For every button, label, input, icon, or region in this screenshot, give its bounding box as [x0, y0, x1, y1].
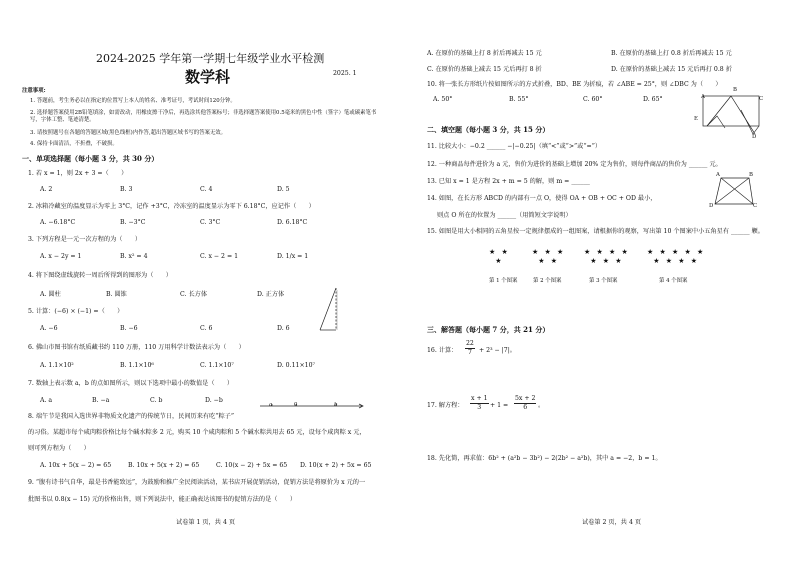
star-pattern-2: ★ ★ ★ ★ ★ — [532, 248, 566, 265]
q1-opt-a[interactable]: A. 2 — [40, 186, 53, 193]
footer-left: 试卷第 1 页，共 4 页 — [176, 519, 236, 526]
q17-den2: 6 — [523, 404, 528, 411]
folding-figure — [697, 90, 767, 142]
notice-item-1: 1. 答题前，考生务必以在指定的位置写上本人的姓名、准考证号，考试时间120分钟。 — [30, 98, 236, 104]
q8-opt-a[interactable]: A. 10x + 5(x − 2) = 65 — [40, 462, 112, 469]
q1-opt-c[interactable]: C. 4 — [200, 186, 213, 193]
q8-opt-c[interactable]: C. 10(x − 2) + 5x = 65 — [216, 462, 288, 469]
q4-opt-a[interactable]: A. 圆柱 — [40, 291, 61, 298]
q6-opt-b[interactable]: B. 1.1×10⁶ — [120, 362, 154, 369]
notice-item-4: 4. 保持卡面清洁，不折叠，不破损。 — [30, 141, 118, 147]
q2-opt-d[interactable]: D. 6.18°C — [277, 219, 308, 226]
q5-opt-c[interactable]: C. 6 — [200, 325, 213, 332]
q2-opt-a[interactable]: A. −6.18°C — [40, 219, 76, 226]
caption-4: 第 4 个图案 — [659, 278, 688, 284]
q5-stem: 5. 计算：(−6) × (−1) =（ ） — [28, 308, 124, 315]
star-pattern-1: ★ ★ ★ — [489, 248, 510, 265]
q3-opt-b[interactable]: B. x² = 4 — [120, 253, 148, 260]
q14-line1: 14. 如图，在长方形 ABCD 的内部有一点 O，使得 OA + OB + OC + OD 最小， — [427, 195, 657, 202]
caption-3: 第 3 个图案 — [589, 278, 618, 284]
q10-opt-d[interactable]: D. 65° — [643, 96, 663, 103]
q9-line2: 批图书以 0.8(x − 15) 元的价格出售，则下列说法中，能正确表达该图书的促销方法的是（ ） — [28, 496, 297, 503]
q7-stem: 7. 数轴上表示数 a，b 的点如图所示，则以下选项中最小的数值是（ ） — [28, 380, 234, 387]
q3-opt-d[interactable]: D. 1/x = 1 — [277, 253, 309, 260]
q16-den: 7 — [467, 349, 472, 356]
q17-fraction-1 — [470, 395, 489, 412]
notice-heading: 注意事项: — [22, 88, 46, 94]
q9-opt-b[interactable]: B. 在原价的基础上打 0.8 折后再减去 15 元 — [611, 50, 732, 57]
section1-heading: 一、单项选择题（每小题 3 分，共 30 分） — [22, 154, 159, 163]
q4-stem: 4. 将下图绕虚线旋转一周后所得到的图形为（ ） — [28, 272, 172, 279]
q13-text: 13. 已知 x = 1 是方程 2x + m = 5 的解，则 m = ______ — [427, 178, 590, 185]
q3-opt-a[interactable]: A. x − 2y = 1 — [40, 253, 82, 260]
q4-opt-d[interactable]: D. 正方体 — [257, 291, 285, 298]
q16-fraction — [465, 340, 475, 357]
q17-mid: + 1 = — [490, 402, 509, 409]
q11-text: 11. 比较大小：−0.2 ______ −|−0.25|（填“<”或“>”或“=”） — [427, 143, 602, 150]
q7-opt-d[interactable]: D. −b — [205, 397, 223, 404]
fig10-label-e: E — [694, 116, 698, 122]
fig10-label-c: C — [759, 96, 764, 102]
exam-title: 2024-2025 学年第一学期七年级学业水平检测 — [96, 52, 325, 65]
q12-text: 12. 一种商品每件进价为 a 元，售价为进价的基础上增加 20% 定为售价，则每件商品的售价为 ______ 元。 — [427, 161, 722, 168]
q2-stem: 2. 冰箱冷藏室的温度显示为零上 3°C，记作 +3°C，冷冻室的温度显示为零下 6.18°C，应记作（ ） — [28, 203, 315, 210]
q5-opt-b[interactable]: B. −6 — [120, 325, 138, 332]
q16-label: 16. 计算： — [427, 347, 458, 354]
q8-opt-d[interactable]: D. 10(x + 2) + 5x = 65 — [300, 462, 372, 469]
exam-date: 2025. 1 — [333, 70, 357, 77]
axis-label-a: a — [269, 402, 273, 408]
q17-label: 17. 解方程： — [427, 402, 464, 409]
star-pattern-3: ★ ★ ★ ★ ★ ★ ★ — [584, 248, 630, 265]
q5-opt-d[interactable]: D. 6 — [277, 325, 290, 332]
footer-right: 试卷第 2 页，共 4 页 — [582, 519, 642, 526]
number-line — [258, 398, 368, 416]
axis-label-0: 0 — [294, 402, 298, 408]
q16-rest: + 2³ − |7|。 — [479, 347, 516, 354]
q16-num: 22 — [466, 340, 474, 347]
q6-opt-a[interactable]: A. 1.1×10² — [40, 362, 74, 369]
star-pattern-4: ★ ★ ★ ★ ★ ★ ★ ★ ★ — [647, 248, 706, 265]
fig14-label-c: C — [753, 203, 758, 209]
triangle-figure — [318, 284, 348, 334]
q3-stem: 3. 下列方程是一元一次方程的为（ ） — [28, 236, 142, 243]
notice-item-3: 3. 请按照题号在各题的答题区域(黑色线框)内作答,超出答题区域书写的答案无效。 — [30, 130, 227, 136]
fig14-label-b: B — [749, 172, 753, 178]
caption-1: 第 1 个图案 — [489, 278, 518, 284]
q17-num1: x + 1 — [471, 395, 488, 402]
q15-text: 15. 如图是用大小相同的五角星按一定规律摆成的一组图案，请根据你的观察，写出第 10 个图案中小五角星有 ______ 颗。 — [427, 228, 764, 235]
q6-opt-d[interactable]: D. 0.11×10⁷ — [277, 362, 315, 369]
q1-stem: 1. 若 x = 1，则 2x + 3 =（ ） — [28, 170, 128, 177]
q7-opt-c[interactable]: C. b — [150, 397, 163, 404]
q14-line2: 则点 O 所在的位置为 ______（用简短文字说明） — [437, 212, 572, 219]
q9-line1: 9. “腹有诗书气自华，最是书香能致远”，为鼓励和推广全民阅读活动，某书店开展促销活动，促销方法是将原价为 x 元的一 — [28, 479, 366, 486]
q9-opt-a[interactable]: A. 在原价的基础上打 8 折后再减去 15 元 — [427, 50, 542, 57]
q7-opt-a[interactable]: A. a — [40, 397, 53, 404]
q10-opt-b[interactable]: B. 55° — [509, 96, 529, 103]
q10-opt-a[interactable]: A. 50° — [433, 96, 453, 103]
q4-opt-b[interactable]: B. 圆锥 — [106, 291, 127, 298]
q3-opt-c[interactable]: C. x − 2 = 1 — [200, 253, 239, 260]
fig14-label-d: D — [709, 203, 714, 209]
q17-num2: 5x + 2 — [515, 395, 536, 402]
q8-line1: 8. 端午节是我国入选世界非物质文化遗产的传统节日，民间历来有吃“粽子” — [28, 413, 235, 420]
caption-2: 第 2 个图案 — [533, 278, 562, 284]
q9-opt-c[interactable]: C. 在原价的基础上减去 15 元后再打 8 折 — [427, 66, 542, 73]
q2-opt-c[interactable]: C. 3°C — [200, 219, 221, 226]
q5-opt-a[interactable]: A. −6 — [40, 325, 58, 332]
fig10-label-b: B — [733, 87, 737, 93]
q2-opt-b[interactable]: B. −3°C — [120, 219, 146, 226]
q10-opt-c[interactable]: C. 60° — [583, 96, 603, 103]
q1-opt-b[interactable]: B. 3 — [120, 186, 133, 193]
fig14-label-a: A — [716, 172, 720, 178]
q4-opt-c[interactable]: C. 长方体 — [180, 291, 208, 298]
fig10-label-d: D — [752, 134, 757, 140]
q6-stem: 6. 佛山市图书馆有纸质藏书约 110 万册，110 万用科学计数法表示为（ ） — [28, 344, 245, 351]
q17-den1: 3 — [477, 404, 482, 411]
q9-opt-d[interactable]: D. 在原价的基础上减去 15 元后再打 0.8 折 — [611, 66, 732, 73]
q1-opt-d[interactable]: D. 5 — [277, 186, 290, 193]
section3-heading: 三、解答题（每小题 7 分，共 21 分） — [427, 325, 550, 334]
subject-title: 数学科 — [185, 68, 231, 86]
section2-heading: 二、填空题（每小题 3 分，共 15 分） — [427, 125, 550, 134]
fig10-label-a: A — [701, 94, 705, 100]
q8-line2: 的习俗。某超市每个咸肉粽价格比每个碱水粽多 2 元，购买 10 个咸肉粽和 5 个碱水粽共用去 65 元，设每个咸肉粽 x 元， — [28, 429, 366, 436]
q8-line3: 则可列方程为（ ） — [28, 445, 90, 452]
axis-label-b: b — [334, 402, 338, 408]
q10-stem: 10. 将一张长方形纸片按如图所示的方式折叠，BD、BE 为折痕，若 ∠ABE = 25°，则 ∠DBC 为（ ） — [427, 81, 722, 88]
q7-opt-b[interactable]: B. −a — [92, 397, 110, 404]
q17-end: 。 — [538, 402, 545, 409]
notice-item-2: 2. 选择题答案使用2B铅笔填涂，如需改动，用橡皮擦干净后，再选涂其他答案标号；非选择题答案使用0.5毫米的黑色中性（签字）笔或碳素笔书写，字体工整、笔迹清楚。 — [30, 110, 377, 123]
right-page — [397, 0, 794, 561]
q17-fraction-2 — [514, 395, 536, 412]
q18-text: 18. 先化简，再求值：6b² + (a²b − 3b²) − 2(2b² − a²b)，其中 a = −2，b = 1。 — [427, 455, 662, 462]
q8-opt-b[interactable]: B. 10x + 5(x + 2) = 65 — [128, 462, 200, 469]
q6-opt-c[interactable]: C. 1.1×10⁷ — [200, 362, 234, 369]
